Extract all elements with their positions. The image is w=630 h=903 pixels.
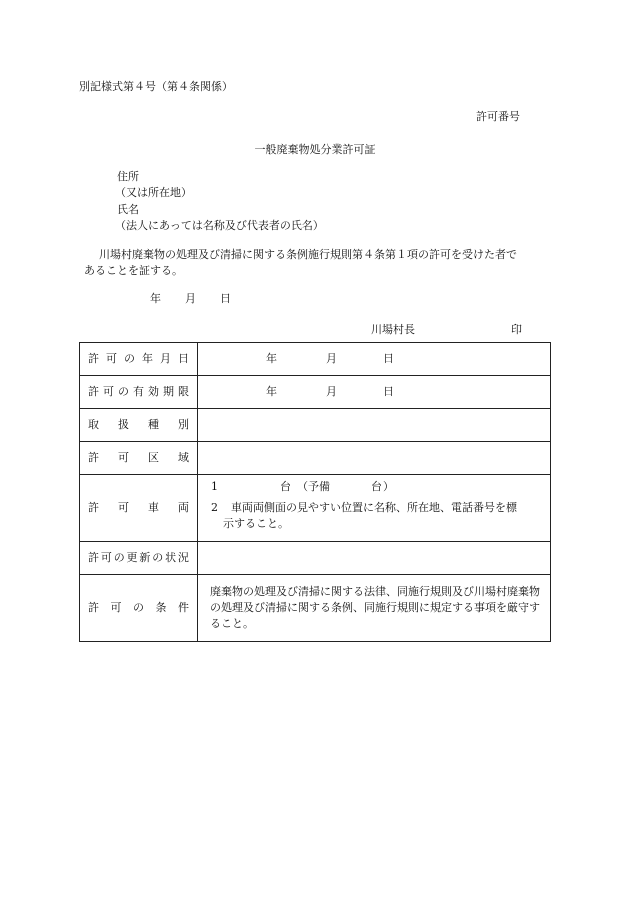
address-label: 住所 — [117, 170, 139, 183]
label-char: 両 — [178, 501, 189, 514]
label-char: 年 — [142, 352, 153, 365]
issuer-title: 川場村長 — [371, 323, 415, 336]
name-sublabel: （法人にあっては名称及び代表者の氏名） — [115, 219, 324, 232]
label-char: 況 — [177, 551, 189, 564]
label-char: 許 — [88, 551, 99, 564]
label-char: 条 — [155, 601, 167, 614]
label-cell — [80, 475, 198, 542]
table-row-validity — [80, 376, 551, 409]
row-label — [80, 352, 197, 366]
label-char: 可 — [118, 451, 129, 464]
label-char: 可 — [106, 352, 117, 365]
label-cell — [80, 343, 198, 376]
vehicle-item-2-line-1: 車両両側面の見やすい位置に名称、所在地、電話番号を標 — [231, 501, 517, 514]
label-char: 件 — [178, 601, 189, 614]
label-char: 状 — [165, 551, 177, 564]
label-char: 可 — [100, 551, 112, 564]
label-char: 可 — [103, 385, 114, 398]
conditions-text: 廃棄物の処理及び清掃に関する法律、同施行規則及び川場村廃棄物の処理及び清掃に関する条例、同施行規則に規定する事項を厳守すること。 — [210, 585, 540, 630]
label-char: 車 — [148, 501, 159, 514]
permit-year: 年 — [266, 352, 277, 365]
vehicle-unit: 台 — [280, 480, 291, 493]
label-char: の — [152, 551, 164, 564]
label-char: 限 — [178, 385, 189, 398]
issue-day: 日 — [220, 292, 231, 305]
name-label: 氏名 — [117, 203, 139, 216]
table-row-handling — [80, 409, 551, 442]
label-char: 許 — [88, 352, 99, 365]
certification-line-1: 川場村廃棄物の処理及び清掃に関する条例施行規則第４条第１項の許可を受けた者で — [99, 248, 517, 261]
label-char: 許 — [88, 501, 99, 514]
value-cell — [198, 409, 551, 442]
label-char: 取 — [88, 418, 99, 431]
label-char: 許 — [88, 451, 99, 464]
table-row-permit-date — [80, 343, 551, 376]
seal-mark: 印 — [511, 323, 522, 336]
value-cell — [198, 575, 551, 642]
table-row-conditions — [80, 575, 551, 642]
label-char: 効 — [148, 385, 159, 398]
label-char: 期 — [163, 385, 174, 398]
issue-year: 年 — [150, 292, 161, 305]
label-char: 域 — [178, 451, 189, 464]
label-char: 許 — [88, 601, 99, 614]
label-char: の — [133, 601, 144, 614]
label-char: 日 — [178, 352, 189, 365]
label-cell — [80, 575, 198, 642]
permit-number-label: 許可番号 — [476, 110, 520, 123]
label-char: 許 — [88, 385, 99, 398]
page-title: 一般廃棄物処分業許可証 — [254, 143, 376, 156]
vehicle-item-2-number: 2 — [211, 501, 218, 514]
label-char: の — [113, 551, 125, 564]
label-char: 別 — [178, 418, 189, 431]
permit-day: 日 — [383, 352, 394, 365]
label-char: 更 — [126, 551, 138, 564]
label-char: 種 — [148, 418, 159, 431]
label-char: の — [124, 352, 135, 365]
label-char: 有 — [133, 385, 144, 398]
vehicle-reserve-unit: 台 — [371, 480, 382, 493]
label-char: 可 — [118, 501, 129, 514]
validity-month: 月 — [326, 385, 337, 398]
row-label — [80, 451, 197, 465]
row-label — [80, 385, 197, 399]
vehicle-reserve-label: （予備 — [297, 480, 330, 493]
value-cell — [198, 343, 551, 376]
label-char: 新 — [139, 551, 151, 564]
label-char: の — [118, 385, 129, 398]
permit-month: 月 — [326, 352, 337, 365]
label-cell — [80, 542, 198, 575]
vehicle-item-1-number: 1 — [211, 480, 218, 493]
issue-month: 月 — [185, 292, 196, 305]
label-cell — [80, 409, 198, 442]
table-row-renewal — [80, 542, 551, 575]
value-cell — [198, 475, 551, 542]
value-cell — [198, 442, 551, 475]
vehicle-item-2-line-2: 示すること。 — [223, 517, 289, 530]
row-label — [80, 551, 197, 565]
address-sublabel: （又は所在地） — [115, 186, 192, 199]
value-cell — [198, 376, 551, 409]
certification-line-2: あることを証する。 — [84, 264, 183, 277]
value-cell — [198, 542, 551, 575]
label-cell — [80, 442, 198, 475]
form-number: 別記様式第４号（第４条関係） — [79, 80, 233, 93]
row-label — [80, 501, 197, 515]
row-label — [80, 418, 197, 432]
validity-year: 年 — [266, 385, 277, 398]
table-row-area — [80, 442, 551, 475]
label-cell — [80, 376, 198, 409]
row-label — [80, 601, 197, 615]
table-row-vehicles — [80, 475, 551, 542]
label-char: 月 — [160, 352, 171, 365]
label-char: 扱 — [118, 418, 129, 431]
label-char: 区 — [148, 451, 159, 464]
permit-table — [79, 342, 551, 642]
vehicle-close-paren: ） — [383, 480, 394, 493]
validity-day: 日 — [383, 385, 394, 398]
label-char: 可 — [110, 601, 122, 614]
